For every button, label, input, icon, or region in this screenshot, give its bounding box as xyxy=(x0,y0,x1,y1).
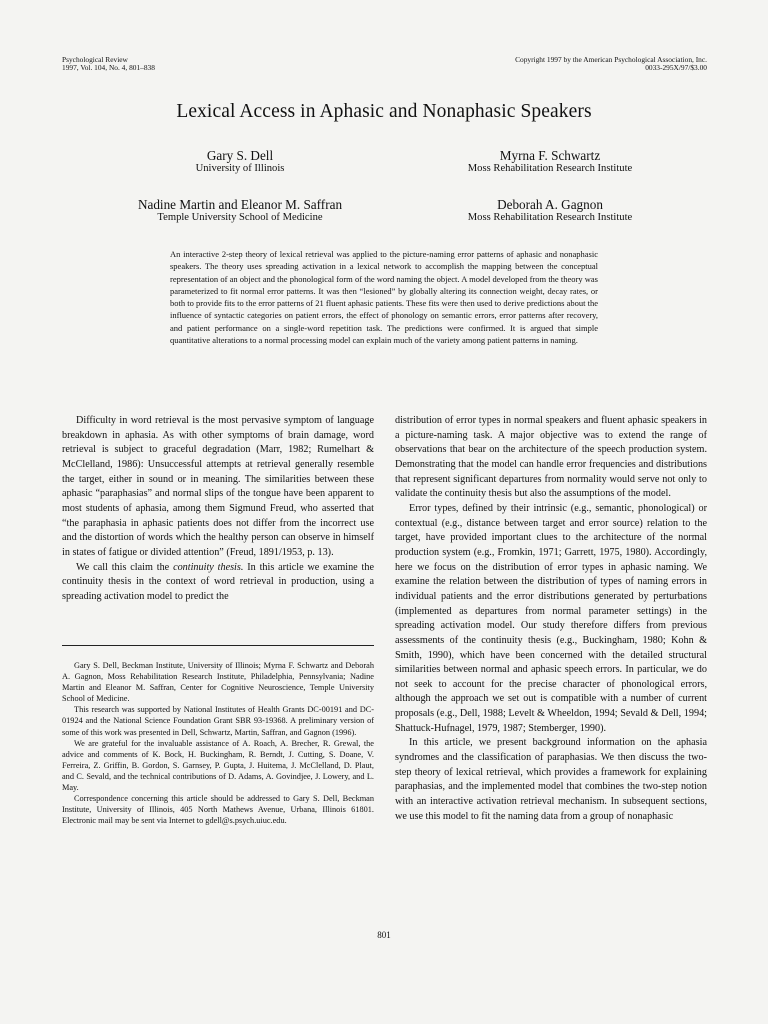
author-block-martin-saffran xyxy=(90,197,390,224)
footnote-paragraph: We are grateful for the invaluable assistance of A. Roach, A. Brecher, R. Grewal, the advice and comments of K. Bock, H. Buckingham, R. Berndt, J. Cutting, S. Doane, V. Ferreira, Z. Griffin, B. Gordon, S. Garnsey, P. Gupta, J. Huitema, J. McClelland, D. Plaut, and C. Sevald, and the technical contributions of D. Adams, A. Govindjee, J. Lowery, and L. May. xyxy=(62,738,374,793)
body-column-left xyxy=(62,414,374,605)
body-paragraph xyxy=(62,561,374,605)
page-number: 801 xyxy=(377,930,391,940)
body-column-right xyxy=(395,414,707,824)
author-block-gagnon xyxy=(400,197,700,224)
copyright-line: Copyright 1997 by the American Psychological Association, Inc. xyxy=(515,55,707,64)
author-name: Deborah A. Gagnon xyxy=(497,197,603,212)
body-paragraph: Difficulty in word retrieval is the most pervasive symptom of language breakdown in aphasia. As with other symptoms of brain damage, word retrieval is subject to graceful degradation (Marr, 1982; Rumelhart & McClelland, 1986): Unsuccessful attempts at retrieval generally resemble the target, either in sound or in meaning. The similarities between these aphasic “paraphasias” and normal slips of the tongue have been apparent to most students of aphasia, among them Sigmund Freud, who asserted that “the paraphasia in aphasic patients does not differ from the incorrect use and the distortion of words which the healthy person can observe in himself in states of fatigue or divided attention” (Freud, 1891/1953, p. 13). xyxy=(62,415,374,558)
body-paragraph: Error types, defined by their intrinsic (e.g., semantic, phonological) or contextual (e.g., distance between target and error source) relation to the target, have provided important clues to the architecture of the normal production system (e.g., Fromkin, 1971; Garrett, 1975, 1980). Accordingly, here we focus on the distribution of error types in aphasic naming. We examine the relation between the distribution of types of naming errors in individual patients and the error distributions generated by perturbations (implemented as departures from normal parameter settings) in the spreading activation model. Our study therefore differs from previous assessments of the continuity thesis (e.g., Buckingham, 1980; Kohn & Smith, 1990), which have been concerned with the detailed structural similarities between normal and aphasic speech errors. In particular, we do not seek to account for the precise character of phonological errors, although the approach we set out is compatible with a number of current proposals (e.g., Dell, 1988; Levelt & Wheeldon, 1994; Sevald & Dell, 1994; Shattuck-Hufnagel, 1979, 1987; Stemberger, 1990). xyxy=(395,502,707,734)
author-block-dell xyxy=(110,148,370,175)
text-run: We call this claim the xyxy=(76,561,174,573)
author-name: Gary S. Dell xyxy=(206,148,274,163)
author-affiliation: Moss Rehabilitation Research Institute xyxy=(467,163,633,174)
author-affiliation: University of Illinois xyxy=(195,163,285,174)
footnote-paragraph: Correspondence concerning this article should be addressed to Gary S. Dell, Beckman Institute, University of Illinois, 405 North Mathews Avenue, Urbana, Illinois 61801. Electronic mail may be sent via Internet to gdell@s.psych.uiuc.edu. xyxy=(62,794,374,826)
text-run: In this article we examine the continuity thesis in the context of word retrieval in production, using a spreading activation model to predict the xyxy=(62,561,374,602)
footnote-paragraph: This research was supported by National Institutes of Health Grants DC-00191 and DC-01924 and the National Science Foundation Grant SBR 93-19368. A preliminary version of some of this work was presented in Dell, Schwartz, Martin, Saffran, and Gagnon (1996). xyxy=(62,705,374,737)
footnote-divider xyxy=(62,645,374,646)
author-name: Myrna F. Schwartz xyxy=(499,148,601,163)
author-notes xyxy=(62,660,374,826)
journal-volume: 1997, Vol. 104, No. 4, 801–838 xyxy=(62,63,155,72)
author-block-schwartz xyxy=(400,148,700,175)
body-paragraph: distribution of error types in normal speakers and fluent aphasic speakers in a picture-naming task. A major objective was to extend the range of observations that bear on the architecture of the speech production system. Demonstrating that the model can handle error frequencies and distributions that represent significant departures from normality would serve not only to validate the continuity thesis but also the assumptions of the model. xyxy=(395,415,707,500)
term-continuity-thesis: continuity thesis. xyxy=(173,561,244,573)
journal-name: Psychological Review xyxy=(62,55,128,64)
article-title: Lexical Access in Aphasic and Nonaphasic Speakers xyxy=(176,101,592,122)
abstract: An interactive 2-step theory of lexical retrieval was applied to the picture-naming error patterns of aphasic and nonaphasic speakers. The theory uses spreading activation in a lexical network to accomplish the mapping between the conceptual representation of an object and the phonological form of the word naming the object. A model developed from the theory was parameterized to fit normal error patterns. It was then “lesioned” by globally altering its connection weight, decay rates, or both to provide fits to the error patterns of 21 fluent aphasic patients. These fits were then used to derive predictions about the influence of syntactic categories on patient errors, the effect of phonology on semantic errors, error patterns after recovery, and patient performance on a single-word repetition task. The predictions were confirmed. It is argued that simple quantitative alterations to a normal processing model can explain much of the variety among patient patterns in naming. xyxy=(170,249,598,346)
author-name: Nadine Martin and Eleanor M. Saffran xyxy=(137,197,343,212)
copyright-notice xyxy=(515,56,707,72)
journal-citation xyxy=(62,56,155,72)
body-paragraph: In this article, we present background information on the aphasia syndromes and the classification of paraphasias. We then discuss the two-step theory of lexical retrieval, which provides a framework for explaining paraphasias, and the implemented model that combines the two-step notion with an interactive activation retrieval mechanism. In subsequent sections, we use this model to fit the naming data from a group of nonaphasic xyxy=(395,737,707,822)
issn-line: 0033-295X/97/$3.00 xyxy=(645,63,707,72)
author-affiliation: Moss Rehabilitation Research Institute xyxy=(467,212,633,223)
footnote-paragraph: Gary S. Dell, Beckman Institute, University of Illinois; Myrna F. Schwartz and Deborah A. Gagnon, Moss Rehabilitation Research Institute, Philadelphia, Pennsylvania; Nadine Martin and Eleanor M. Saffran, Center for Cognitive Neuroscience, Temple University School of Medicine. xyxy=(62,661,374,704)
author-affiliation: Temple University School of Medicine xyxy=(157,212,323,223)
